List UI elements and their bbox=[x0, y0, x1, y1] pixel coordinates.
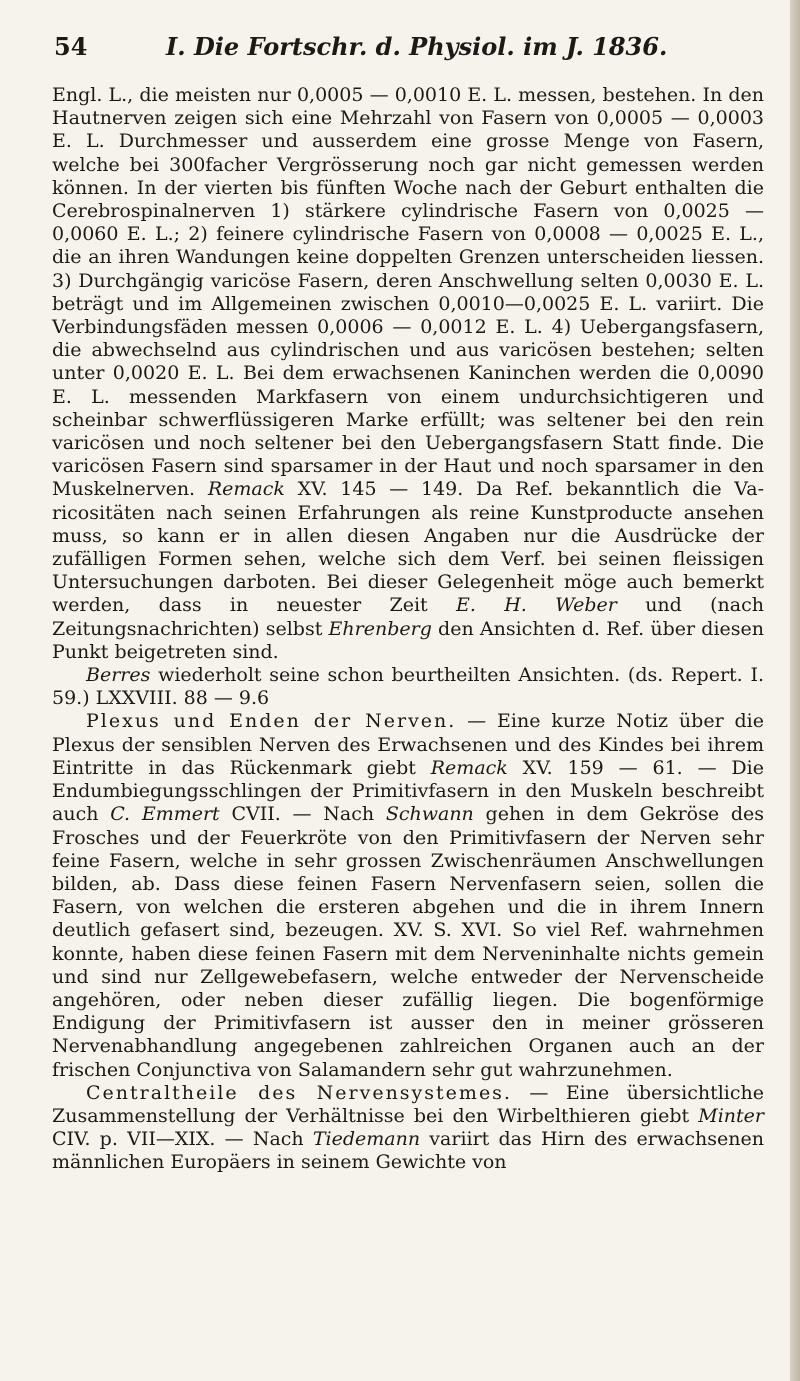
italic-name: C. Emmert bbox=[110, 803, 220, 826]
italic-name: E. H. Weber bbox=[456, 594, 617, 617]
paragraph bbox=[52, 84, 764, 664]
italic-name: Ehrenberg bbox=[328, 617, 432, 640]
page-edge bbox=[790, 0, 800, 1381]
paragraph bbox=[52, 664, 764, 710]
paragraph-text: variirt das Hirn des erwachsenen männlichen Europäers in seinem Gewichte von bbox=[52, 1128, 764, 1174]
paragraph bbox=[52, 710, 764, 1081]
paragraph-text: — Eine kurze Notiz über die Plexus der sensiblen Nerven des Erwachsenen und des Kindes bei ihrem Eintritte in das Rückenmark giebt bbox=[52, 710, 764, 779]
paragraph-text: Engl. L., die meisten nur 0,0005 — 0,0010 E. L. messen, bestehen. In den Hautnerven zeigen sich eine Mehrzahl von Fasern von 0,0005 — 0,0003 E. L. Durchmesser und ausserdem eine grosse Menge von Fasern, welche bei 300facher Vergrösserung noch gar nicht gemessen werden können. In der vierten bis fünften Woche nach der Geburt enthalten die Cerebrospinalnerven 1) stärkere cylindrische Fasern von 0,0025 — 0,0060 E. L.; 2) feinere cylindrische Fasern von 0,0008 — 0,0025 E. L., die an ihren Wandungen keine doppelten Grenzen unterscheiden liessen. 3) Durchgängig varicöse Fasern, deren Anschwellung selten 0,0030 E. L. beträgt und im Allgemeinen zwischen 0,0010—0,0025 E. L. variirt. Die Verbindungsfäden messen 0,0006 — 0,0012 E. L. 4) Uebergangsfasern, die abwechselnd aus cylindrischen und aus varicösen bestehen; selten unter 0,0020 E. L. Bei dem erwachsenen Kaninchen werden die 0,0090 E. L. messenden Markfasern von einem undurchsichtigeren und scheinbar schwerflüssigeren Marke erfüllt; was seltener bei den rein varicösen und noch seltener bei den Uebergangsfasern Statt finde. Die varicösen Fasern sind sparsamer in der Haut und noch sparsamer in den Muskelnerven. bbox=[52, 84, 764, 501]
page-header bbox=[54, 20, 754, 60]
paragraph-text: XV. 145 — 149. Da Ref. bekanntlich die Varicositäten nach seinen Erfahrungen als reine Kunstproducte ansehen muss, so kann er in allen diesen Angaben nur die Ausdrücke der zufälligen Formen sehen, welche sich dem Verf. bei seinen fleissigen Untersuchungen darboten. Bei dieser Gelegenheit möge auch bemerkt werden, dass in neuester Zeit bbox=[52, 478, 765, 617]
italic-name: Remack bbox=[430, 756, 508, 779]
body-text bbox=[52, 84, 764, 1175]
italic-name: Schwann bbox=[385, 803, 474, 826]
paragraph-text: XV. 159 — 61. — Die Endumbiegungsschlingen der Primitivfasern in den Muskeln beschreibt auch bbox=[52, 756, 764, 826]
italic-name: Minter bbox=[698, 1104, 764, 1127]
page-number: 54 bbox=[54, 32, 88, 61]
paragraph bbox=[52, 1082, 764, 1175]
italic-name: Berres bbox=[86, 664, 151, 687]
section-heading: Centraltheile des Nervensystemes. bbox=[86, 1081, 512, 1104]
paragraph-text: — Eine übersichtliche Zusammenstellung der Verhältnisse bei den Wirbelthieren giebt bbox=[52, 1081, 764, 1127]
paragraph-text: wiederholt seine schon beurtheilten Ansichten. (ds. Repert. I. 59.) LXXVIII. 88 — 9.6 bbox=[52, 664, 764, 710]
paragraph-text: und (nach Zeitungsnachrichten) selbst bbox=[52, 594, 765, 640]
italic-name: Remack bbox=[207, 478, 285, 501]
paragraph-text: CIV. p. VII—XIX. — Nach bbox=[52, 1128, 313, 1151]
paragraph-text: den Ansichten d. Ref. über diesen Punkt beigetreten sind. bbox=[52, 617, 764, 663]
running-title: I. Die Fortschr. d. Physiol. im J. 1836. bbox=[166, 32, 668, 61]
paragraph-text: CVII. — Nach bbox=[219, 803, 386, 826]
italic-name: Tiedemann bbox=[312, 1128, 421, 1151]
paragraph-text: gehen in dem Gekröse des Frosches und der Feuerkröte von den Primitivfasern der Nerven sehr feine Fasern, welche in sehr grossen Zwischenräumen Anschwellungen bilden, ab. Dass diese feinen Fasern Nervenfasern seien, sollen die Fasern, von welchen die ersteren abgehen und die in ihrem Innern deutlich gefasert sind, bezeugen. XV. S. XVI. So viel Ref. wahrnehmen konnte, haben diese feinen Fasern mit dem Nerveninhalte nichts gemein und sind nur Zellgewebefasern, welche entweder der Nervenscheide angehören, oder neben dieser zufällig liegen. Die bogenförmige Endigung der Primitivfasern ist ausser den in meiner grösseren Nervenabhandlung angegebenen zahlreichen Organen auch an der frischen Conjunctiva von Salamandern sehr gut wahrzunehmen. bbox=[52, 803, 764, 1081]
section-heading: Plexus und Enden der Nerven. bbox=[86, 710, 457, 733]
